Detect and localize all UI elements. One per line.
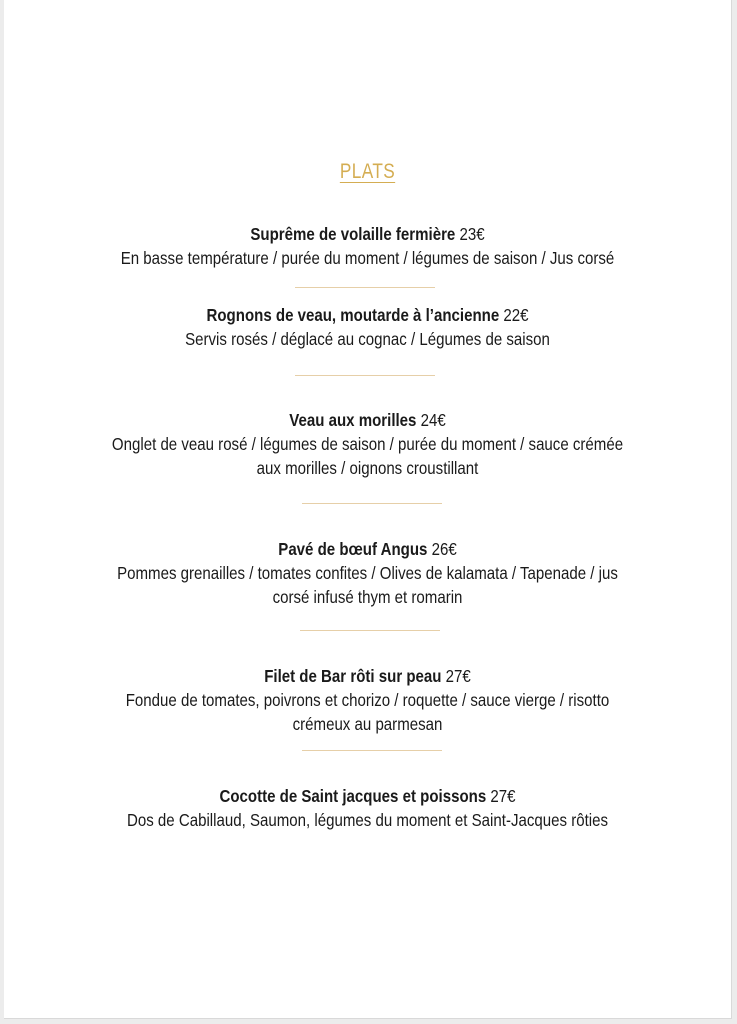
separator-line [302,750,442,751]
dish-item [4,303,731,351]
dish-description-line-2: corsé infusé thym et romarin [272,587,463,607]
dish-name: Cocotte de Saint jacques et poissons [219,786,487,806]
dish-description-line-1: Pommes grenailles / tomates confites / Olives de kalamata / Tapenade / jus [117,563,618,583]
dish-item [4,537,731,609]
dish-heading [55,537,680,561]
dish-description-line-1: Fondue de tomates, poivrons et chorizo / roquette / sauce vierge / risotto [125,690,610,710]
dish-name: Rognons de veau, moutarde à l’ancienne [206,305,500,325]
dish-price: 22€ [503,305,529,325]
dish-price: 26€ [431,539,457,559]
dish-name: Suprême de volaille fermière [250,224,456,244]
section-title-text: PLATS [339,160,396,183]
dish-price: 23€ [459,224,485,244]
dish-heading [55,303,680,327]
dish-price: 27€ [490,786,516,806]
dish-item [4,222,731,270]
dish-name: Filet de Bar rôti sur peau [264,666,442,686]
section-title [69,160,665,184]
separator-line [295,375,435,376]
separator-line [300,630,440,631]
dish-description: Dos de Cabillaud, Saumon, légumes du moment et Saint-Jacques rôties [126,810,609,830]
dish-heading [55,784,680,808]
dish-item [4,664,731,736]
dish-heading [55,222,680,246]
dish-name: Veau aux morilles [289,410,417,430]
dish-heading [55,408,680,432]
dish-item [4,784,731,832]
dish-description-line-2: aux morilles / oignons croustillant [256,458,479,478]
separator-line [295,287,435,288]
separator-line [302,503,442,504]
dish-name: Pavé de bœuf Angus [278,539,428,559]
dish-description-line-1: Onglet de veau rosé / légumes de saison / purée du moment / sauce crémée [111,434,624,454]
dish-item [4,408,731,480]
menu-page [4,0,732,1019]
dish-heading [55,664,680,688]
dish-price: 24€ [420,410,446,430]
dish-description: En basse température / purée du moment / légumes de saison / Jus corsé [120,248,615,268]
dish-description: Servis rosés / déglacé au cognac / Légumes de saison [185,329,550,349]
dish-price: 27€ [445,666,471,686]
dish-description-line-2: crémeux au parmesan [292,714,443,734]
